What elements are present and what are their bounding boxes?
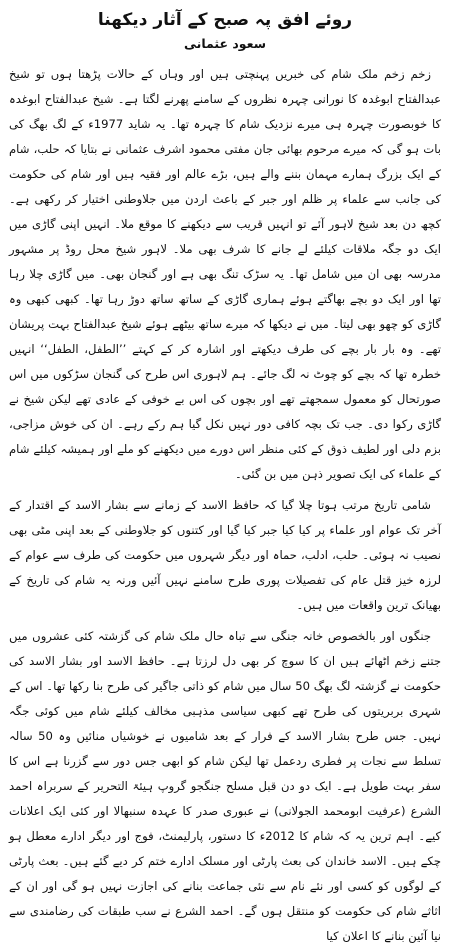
article-paragraph: زخم زخم ملک شام کی خبریں پہنچتی ہیں اور وہاں کے حالات پڑھتا ہوں تو شیخ عبدالفتاح ابوغدہ کا نورانی چہرہ نظروں کے سامنے پھرنے لگتا ہے۔ شیخ عبدالفتاح ابوغدہ کا خوبصورت چہرہ ہی میرے نزدیک شام کا چہرہ تھا۔ یہ شاید 1977ء کے لگ بھگ کی بات ہو گی کہ میرے مرحوم بھائی جان مفتی محمود اشرف عثمانی نے بتایا کہ حلب، شام کے ایک بزرگ ہمارے مہمان بننے والے ہیں، بڑے عالم اور فقیہ ہیں اور شام کی حکومت کی جانب سے علماء پر ظلم اور جبر کے باعث اردن میں جلاوطنی اختیار کر رکھی ہے۔ کچھ دن بعد شیخ لاہور آئے تو انہیں قریب سے دیکھنے کا موقع ملا۔ انہیں اپنی گاڑی میں ایک دو جگہ ملاقات کیلئے لے جانے کا شرف بھی ملا۔ لاہور شیخ محل روڈ پر مشہور مدرسہ بھی ان میں شامل تھا۔ یہ سڑک تنگ بھی ہے اور گنجان بھی۔ میں گاڑی چلا رہا تھا اور ایک دو بچے بھاگتے ہوئے ہماری گاڑی کے ساتھ ساتھ دوڑ رہا تھا۔ کبھی کبھی وہ گاڑی کو چھو بھی لیتا۔ میں نے دیکھا کہ میرے ساتھ بیٹھے ہوئے شیخ عبدالفتاح بہت پریشان تھے۔ وہ بار بار بچے کی طرف دیکھتے اور اشارہ کر کے کہتے ’’الطفل، الطفل‘‘ انہیں خطرہ تھا کہ بچے کو چوٹ نہ لگ جائے۔ ہم لاہوری اس طرح کی گنجان سڑکوں میں اس صورتحال کو معمول سمجھتے تھے اور بچوں کی اس بے خوفی کے عادی تھے لیکن شیخ نے گاڑی رکوا دی۔ جب تک بچہ کافی دور نہیں نکل گیا ہم رکے رہے۔ ان کی خوش مزاجی، بزم دلی اور لطیف ذوق کے کئی منظر اس دورے میں دیکھنے کو ملے اور ہمیشہ کیلئے شام کے علماء کی ایک تصویر ذہن میں بن گئی۔ [9,67,442,481]
article-title: روئے افق پہ صبح کے آثار دیکھنا [97,10,353,30]
author-name: سعود عثمانی [183,36,266,51]
article-paragraph: جنگوں اور بالخصوص خانہ جنگی سے تباہ حال ملک شام کی گزشتہ کئی عشروں میں جتنے زخم اٹھائے ہیں ان کا سوچ کر بھی دل لرزتا ہے۔ حافظ الاسد اور بشار الاسد کی حکومت نے گزشتہ لگ بھگ 50 سال میں شام کو ذاتی جاگیر کی طرح بنا رکھا تھا۔ اس کے شہری بربریتوں کی طرح تھے کبھی سیاسی مذہبی مخالف کیلئے شام میں کوئی جگہ نہیں۔ جس طرح بشار الاسد کے فرار کے بعد شامیوں نے خوشیاں منائیں وہ 50 سالہ تسلط سے نجات پر فطری ردعمل تھا لیکن شام کو ابھی جس دور سے گزرنا ہے اس کا سفر بہت طویل ہے۔ ایک دو دن قبل مسلح جنگجو گروپ ہیئۃ التحریر کے سربراہ احمد الشرع (عرفیت ابومحمد الجولانی) نے عبوری صدر کا عہدہ سنبھالا اور کئی ایک اعلانات کیے۔ اہم ترین یہ کہ شام کا 2012ء کا دستور، پارلیمنٹ، فوج اور دیگر ادارے معطل ہو چکے ہیں۔ الاسد خاندان کی بعث پارٹی اور مسلک ادارے ختم کر دیے گئے ہیں۔ بعث پارٹی کے لوگوں کو کسی اور نئے نام سے نئی جماعت بنانے کی اجازت نہیں ہو گی اور ان کے اثاثے شام کی حکومت کو منتقل ہوں گے۔ احمد الشرع نے سب طبقات کی رضامندی سے نیا آئین بنانے کا اعلان کیا [9,629,441,943]
article-paragraph: شامی تاریخ مرتب ہوتا چلا گیا کہ حافظ الاسد کے زمانے سے بشار الاسد کے اقتدار کے آخر تک عوام اور علماء پر کیا کیا جبر کیا گیا اور کتنوں کو جلاوطنی کے بعد اپنی مٹی بھی نصیب نہ ہوئی۔ حلب، ادلب، حماہ اور دیگر شہروں میں حکومت کی طرف سے عوام کے لرزہ خیز قتل عام کی تفصیلات پوری طرح سامنے نہیں آئیں ورنہ یہ شام کی تاریخ کے بھیانک ترین واقعات میں ہیں۔ [9,498,441,612]
